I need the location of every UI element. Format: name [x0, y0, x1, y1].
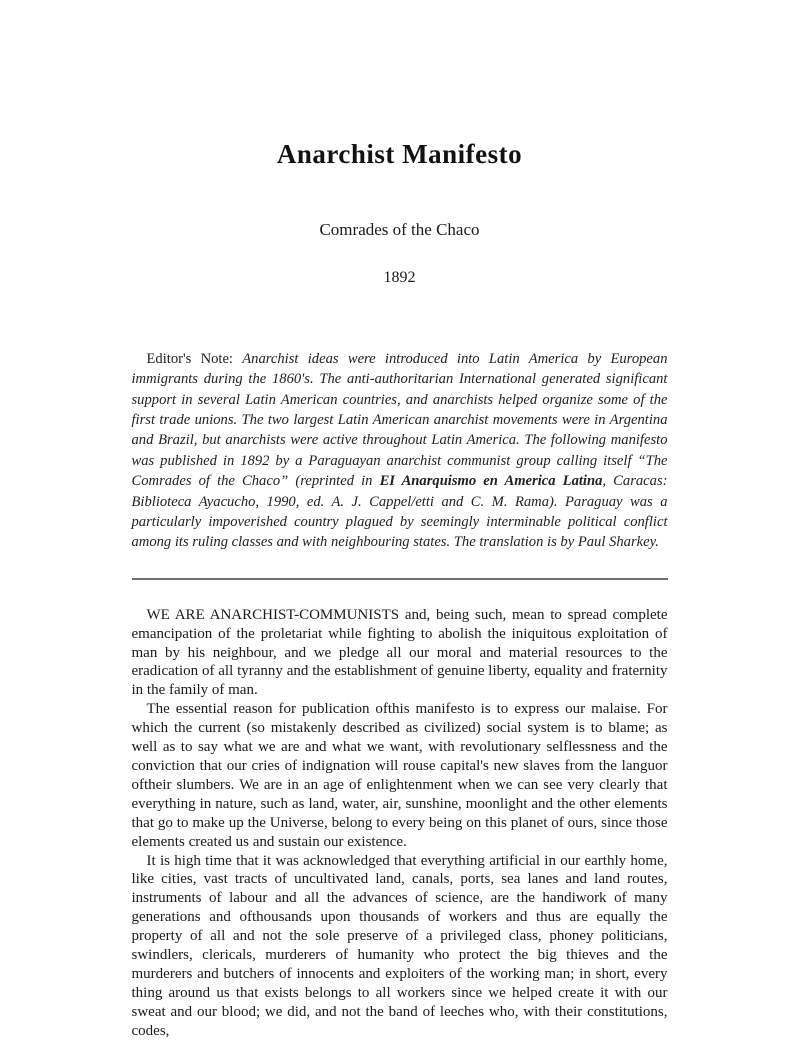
body-paragraph: It is high time that it was acknowledged that everything artificial in our earthly home, like cities, vast tracts of uncultivated land, canals, ports, sea lanes and land routes, instruments of labour and all the advances of science, are the handiwork of many generations and ofthousands upon thousands of workers and thus are equally the property of all and not the sole preserve of a privileged class, phoney politicians, swindlers, clericals, murderers of humanity who protect the big thieves and the murderers and butchers of innocents and exploiters of the working man; in short, every thing around us that exists belongs to all workers since we helped create it with our sweat and our blood; we did, and not the band of leeches who, with their constitutions, codes,: [131, 852, 668, 1039]
editors-note-book-title: EI Anarquismo en America Latina: [379, 473, 603, 490]
document-author: Comrades of the Chaco: [319, 219, 480, 239]
editors-note: [132, 349, 668, 553]
body-paragraph: The essential reason for publication ofthis manifesto is to express our malaise. For which the current (so mistakenly described as civilized) social system is to blame; as well as to say what we are and what we want, with revolutionary selflessness and the conviction that our cries of indignation will rouse capital's new slaves from the languor oftheir slumbers. We are in an age of enlightenment when we can see very clearly that everything in nature, such as land, water, air, sunshine, moonlight and the other elements that go to make up the Universe, belong to every being on this planet of ours, since those elements created us and sustain our existence.: [131, 701, 668, 850]
editors-note-text-after: , Caracas: Biblioteca Ayacucho, 1990, ed. A. J. Cappel/etti and C. M. Rama). Paraguay was a particularly impoverished country plagued by seemingly interminable political conflict among its ruling classes and with neighbouring states. The translation is by Paul Sharkey.: [131, 473, 668, 551]
editors-note-text-before: Anarchist ideas were introduced into Latin America by European immigrants during the 1860's. The anti-authoritarian International generated significant support in several Latin American countries, and anarchists helped organize some of the first trade unions. The two largest Latin American anarchist movements were in Argentina and Brazil, but anarchists were active throughout Latin America. The following manifesto was published in 1892 by a Paraguayan anarchist communist group calling itself “The Comrades of the Chaco” (reprinted in: [131, 350, 668, 490]
section-divider: [132, 578, 668, 580]
editors-note-label: Editor's Note:: [146, 350, 243, 367]
manifesto-body: [132, 606, 668, 1041]
page-content: [132, 0, 668, 1041]
document-title: Anarchist Manifesto: [276, 139, 523, 169]
document-date: 1892: [383, 268, 416, 286]
body-paragraph: WE ARE ANARCHIST-COMMUNISTS and, being such, mean to spread complete emancipation of the proletariat while fighting to abolish the iniquitous exploitation of man by his neighbour, and we pledge all our moral and material resources to the eradication of all tyranny and the establishment of genuine liberty, equality and fraternity in the family of man.: [131, 606, 668, 699]
